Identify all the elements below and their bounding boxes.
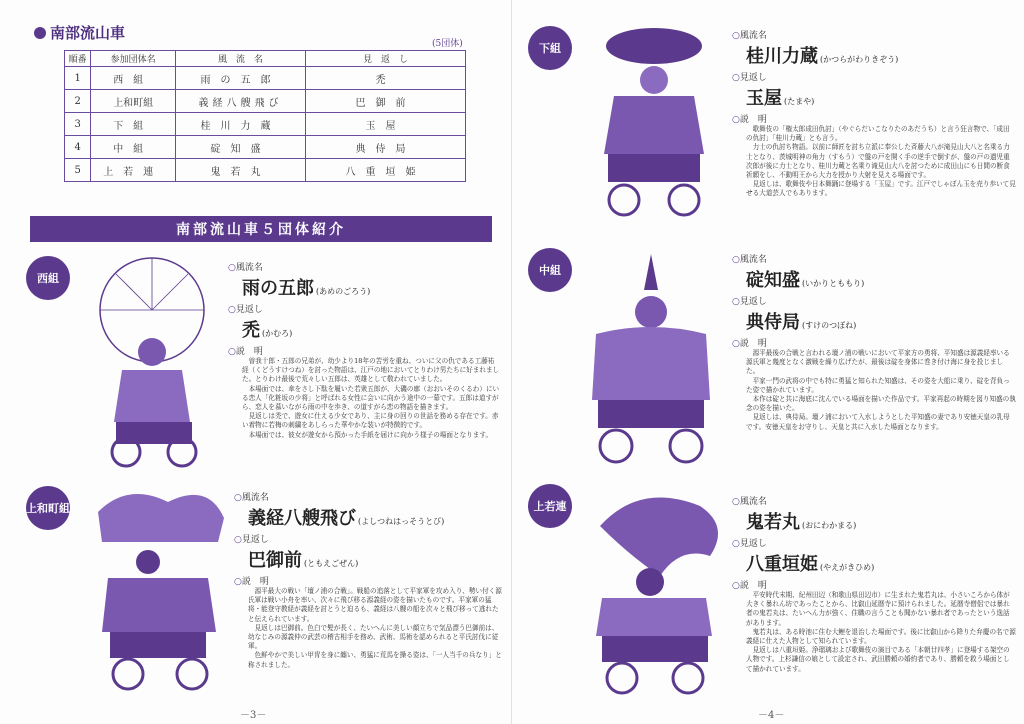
cell-mikaeshi: 禿 (306, 67, 466, 90)
cell-mikaeshi: 巴御前 (306, 90, 466, 113)
table-row (65, 67, 466, 90)
float-illustration (86, 252, 222, 470)
desc-paragraph: 見返しは禿で、遊女に仕える少女であり、主に身の回りの世話を務める存在です。赤い着物に若梅の刺繍をあしらった華やかな装いが特徴的です。 (242, 412, 499, 430)
cell-order: 2 (65, 90, 91, 113)
description (746, 125, 1016, 199)
desc-paragraph: 鬼若丸は、ある時池に住む大鯉を退治した場面です。後に比叡山から降りた弁慶の名で源義経に仕えた人物として知られています。 (746, 627, 1016, 646)
cell-group: 上若連 (91, 159, 176, 182)
entry-naka (732, 250, 1016, 432)
desc-paragraph: 平家一門の武将の中でも特に勇猛と知られた知盛は、その姿を大船に乗り、碇を背負った姿で描かれています。 (746, 376, 1010, 394)
group-badge: 上和町組 (26, 486, 70, 530)
desc-label: ○ 説 明 (228, 344, 500, 357)
col-header: 順番 (65, 51, 91, 67)
mikaeshi-ruby: (ともえごぜん) (304, 559, 359, 568)
description (746, 591, 1016, 674)
group-badge: 上若連 (528, 484, 572, 528)
cell-group: 西組 (91, 67, 176, 90)
cell-furyu: 義経八艘飛び (176, 90, 306, 113)
desc-label: ○ 説 明 (732, 112, 1016, 125)
desc-paragraph: 見返しは八重垣姫。浄瑠璃および歌舞伎の演目である「本朝廿四孝」に登場する架空の人物です。上杉謙信の娘として設定され、武田勝頼の婚約者であり、勝頼を救う場面として描かれています。 (746, 646, 1010, 673)
desc-paragraph: 本場面では、彼女が遊女から預かった手紙を届けに向かう様子の場面となります。 (248, 430, 493, 439)
float-illustration (576, 250, 726, 472)
cell-order: 4 (65, 136, 91, 159)
intro-banner: 南部流山車５団体紹介 (30, 216, 492, 242)
mikaeshi-name: 玉屋 (746, 88, 782, 109)
cell-order: 1 (65, 67, 91, 90)
furyu-name: 鬼若丸 (746, 512, 800, 533)
mikaeshi-label: ○ 見返し (228, 302, 500, 315)
order-table (64, 50, 466, 182)
cell-group: 中組 (91, 136, 176, 159)
mikaeshi-name: 八重垣姫 (746, 554, 818, 575)
col-header: 見 返 し (306, 51, 466, 67)
desc-label: ○ 説 明 (234, 574, 504, 587)
furyu-name: 桂川力蔵 (746, 46, 818, 67)
float-illustration (88, 482, 230, 702)
furyu-label: ○ 風流名 (732, 252, 1016, 265)
mikaeshi-ruby: (すけのつぼね) (802, 321, 857, 330)
page-number: －4－ (758, 710, 785, 721)
furyu-ruby: (あめのごろう) (316, 287, 371, 296)
cell-group: 下組 (91, 113, 176, 136)
cell-mikaeshi: 玉屋 (306, 113, 466, 136)
desc-paragraph: 本場面では、傘をさし下駄を履いた若衆五郎が、大磯の廓（おおいそのくるわ）にいる恋人「化粧坂の少将」と呼ばれる女性に会いに向かう途中の一幕です。五郎は道すがら、恋人を慕いながら雨の中を歩き、の道すがら恋の物語を描きます。 (242, 384, 500, 412)
furyu-ruby: (いかりとももり) (802, 279, 865, 288)
group-badge: 西組 (26, 256, 70, 300)
desc-label: ○ 説 明 (732, 336, 1016, 349)
desc-paragraph: 見返しは、典侍局。壇ノ浦において入水しようとした平知盛の妻であり安徳天皇の乳母です。安徳天皇をお守りし、天皇と共に入水した場面となります。 (746, 413, 1010, 431)
group-badge: 中組 (528, 248, 572, 292)
furyu-ruby: (かつらがわりきぞう) (820, 55, 899, 64)
right-page (512, 0, 1024, 724)
mikaeshi-name: 巴御前 (248, 550, 302, 571)
cell-order: 5 (65, 159, 91, 182)
desc-paragraph: 本作は碇と共に海底に沈んでいる場面を描いた作品です。平家再起の時期を図り知盛の執念の姿を描いた。 (746, 395, 1016, 413)
entry-kamiwacho (234, 488, 504, 670)
cell-furyu: 碇知盛 (176, 136, 306, 159)
description (242, 357, 500, 440)
mikaeshi-name: 典侍局 (746, 312, 800, 333)
entry-shimo (732, 26, 1016, 199)
col-header: 参加団体名 (91, 51, 176, 67)
furyu-label: ○ 風流名 (228, 260, 500, 273)
desc-paragraph: 見返しは、歌舞伎や日本舞踊に登場する「玉屋」です。江戸でしゃぼん玉を売り歩いて見せる大道芸人でもあります。 (746, 180, 1016, 198)
cell-group: 上和町組 (91, 90, 176, 113)
page-number: －3－ (240, 710, 267, 721)
description (248, 587, 504, 670)
mikaeshi-label: ○ 見返し (732, 294, 1016, 307)
bullet-icon (34, 27, 46, 39)
mikaeshi-ruby: (たまや) (784, 97, 815, 106)
cell-mikaeshi: 典侍局 (306, 136, 466, 159)
group-badge: 下組 (528, 26, 572, 70)
desc-paragraph: 平安時代末期、紀州田辺（和歌山県田辺市）に生まれた鬼若丸は、小さいころから体が大きく暴れん坊であったことから、比叡山延暦寺に預けられました。延暦寺僧侶では暴れ者の鬼若丸は、たいへん力が強く、住職の言うことも聞かない暴れ者であったという逸話があります。 (746, 591, 1010, 627)
table-row (65, 90, 466, 113)
desc-paragraph: 源平最大の戦い「壇ノ浦の合戦」。戦船の追落として平家軍を攻め入り、勢い付く源氏軍は戦い小舟を率い、次々に飛び移る源義経の姿を描いたものです。平家軍の猛将・能登守教経が義経を討とうと迫るも、義経は八艘の船を次々と飛び移って逃れたと伝えられています。 (248, 587, 502, 623)
col-header: 風 流 名 (176, 51, 306, 67)
mikaeshi-label: ○ 見返し (234, 532, 504, 545)
cell-mikaeshi: 八重垣姫 (306, 159, 466, 182)
cell-furyu: 雨の五郎 (176, 67, 306, 90)
mikaeshi-label: ○ 見返し (732, 70, 1016, 83)
description (746, 349, 1016, 432)
furyu-ruby: (よしつねはっそうとび) (358, 517, 445, 526)
entry-kamiwaka (732, 492, 1016, 674)
furyu-label: ○ 風流名 (732, 494, 1016, 507)
mikaeshi-name: 禿 (242, 320, 260, 341)
float-illustration (584, 24, 726, 230)
desc-paragraph: 力士の仇討ち物語。以前に師匠を討ち立派に奉公した斉藤大八が滝見山大八と名乗る力士となり、茨城明神の角力（すもう）で盤の戸を開く手の逆手で倒すが、盤の戸の遺児重次郎が後に力士となり、桂川力蔵と名乗り滝見山大八を討つために成田山にも日間の断食祈願をし、不動明王から大力を授かり大射を見える場面です。 (746, 143, 1010, 180)
desc-paragraph: 色鮮やかで美しい甲冑を身に纏い、勇猛に荒馬を操る姿は、「一人当千の兵なり」と称されました。 (248, 651, 502, 669)
mikaeshi-ruby: (かむろ) (262, 329, 293, 338)
table-row (65, 159, 466, 182)
furyu-name: 義経八艘飛び (248, 508, 356, 529)
furyu-label: ○ 風流名 (732, 28, 1016, 41)
table-row (65, 136, 466, 159)
desc-label: ○ 説 明 (732, 578, 1016, 591)
group-count: (5団体) (432, 39, 463, 49)
desc-paragraph: 歌舞伎の「権太郎成田仇討」（やぐらだいこなりたのあだうち）と言う狂言物で、「成田の仇討」「桂川力蔵」とも言う。 (746, 125, 1010, 143)
furyu-label: ○ 風流名 (234, 490, 504, 503)
desc-paragraph: 源平最後の合戦と言われる壇ノ浦の戦いにおいて平家方の勇将、平知盛は源義経率いる源氏軍と幾度となく激戦を繰り広げたが、最後は碇を身体に巻き付け海に身を投じました。 (746, 349, 1010, 376)
entry-nishi (228, 258, 500, 440)
cell-furyu: 桂川力蔵 (176, 113, 306, 136)
cell-furyu: 鬼若丸 (176, 159, 306, 182)
float-illustration (580, 486, 730, 700)
mikaeshi-ruby: (やえがきひめ) (820, 563, 875, 572)
section-title: 南部流山車 (34, 22, 125, 43)
furyu-name: 雨の五郎 (242, 278, 314, 299)
table-row (65, 113, 466, 136)
desc-paragraph: 曽我十郎・五郎の兄弟が、幼少より18年の苦労を重ね、ついに父の仇である工藤祐経（くどうすけつね）を討った物語は、江戸の地においてとりわけ男たちに好まれました。とりわけ最後で荒々しい五郎は、英雄として敬われていました。 (242, 357, 500, 384)
furyu-name: 碇知盛 (746, 270, 800, 291)
furyu-ruby: (おにわかまる) (802, 521, 857, 530)
mikaeshi-label: ○ 見返し (732, 536, 1016, 549)
desc-paragraph: 見返しは巴御前。色白で髪が長く、たいへんに美しい顔立ちで気品漂う巴御前は、幼なじみの源義仲の武芸の稽古相手を務め、武術、馬術を認められると平氏討伐に従軍。 (248, 623, 499, 651)
cell-order: 3 (65, 113, 91, 136)
